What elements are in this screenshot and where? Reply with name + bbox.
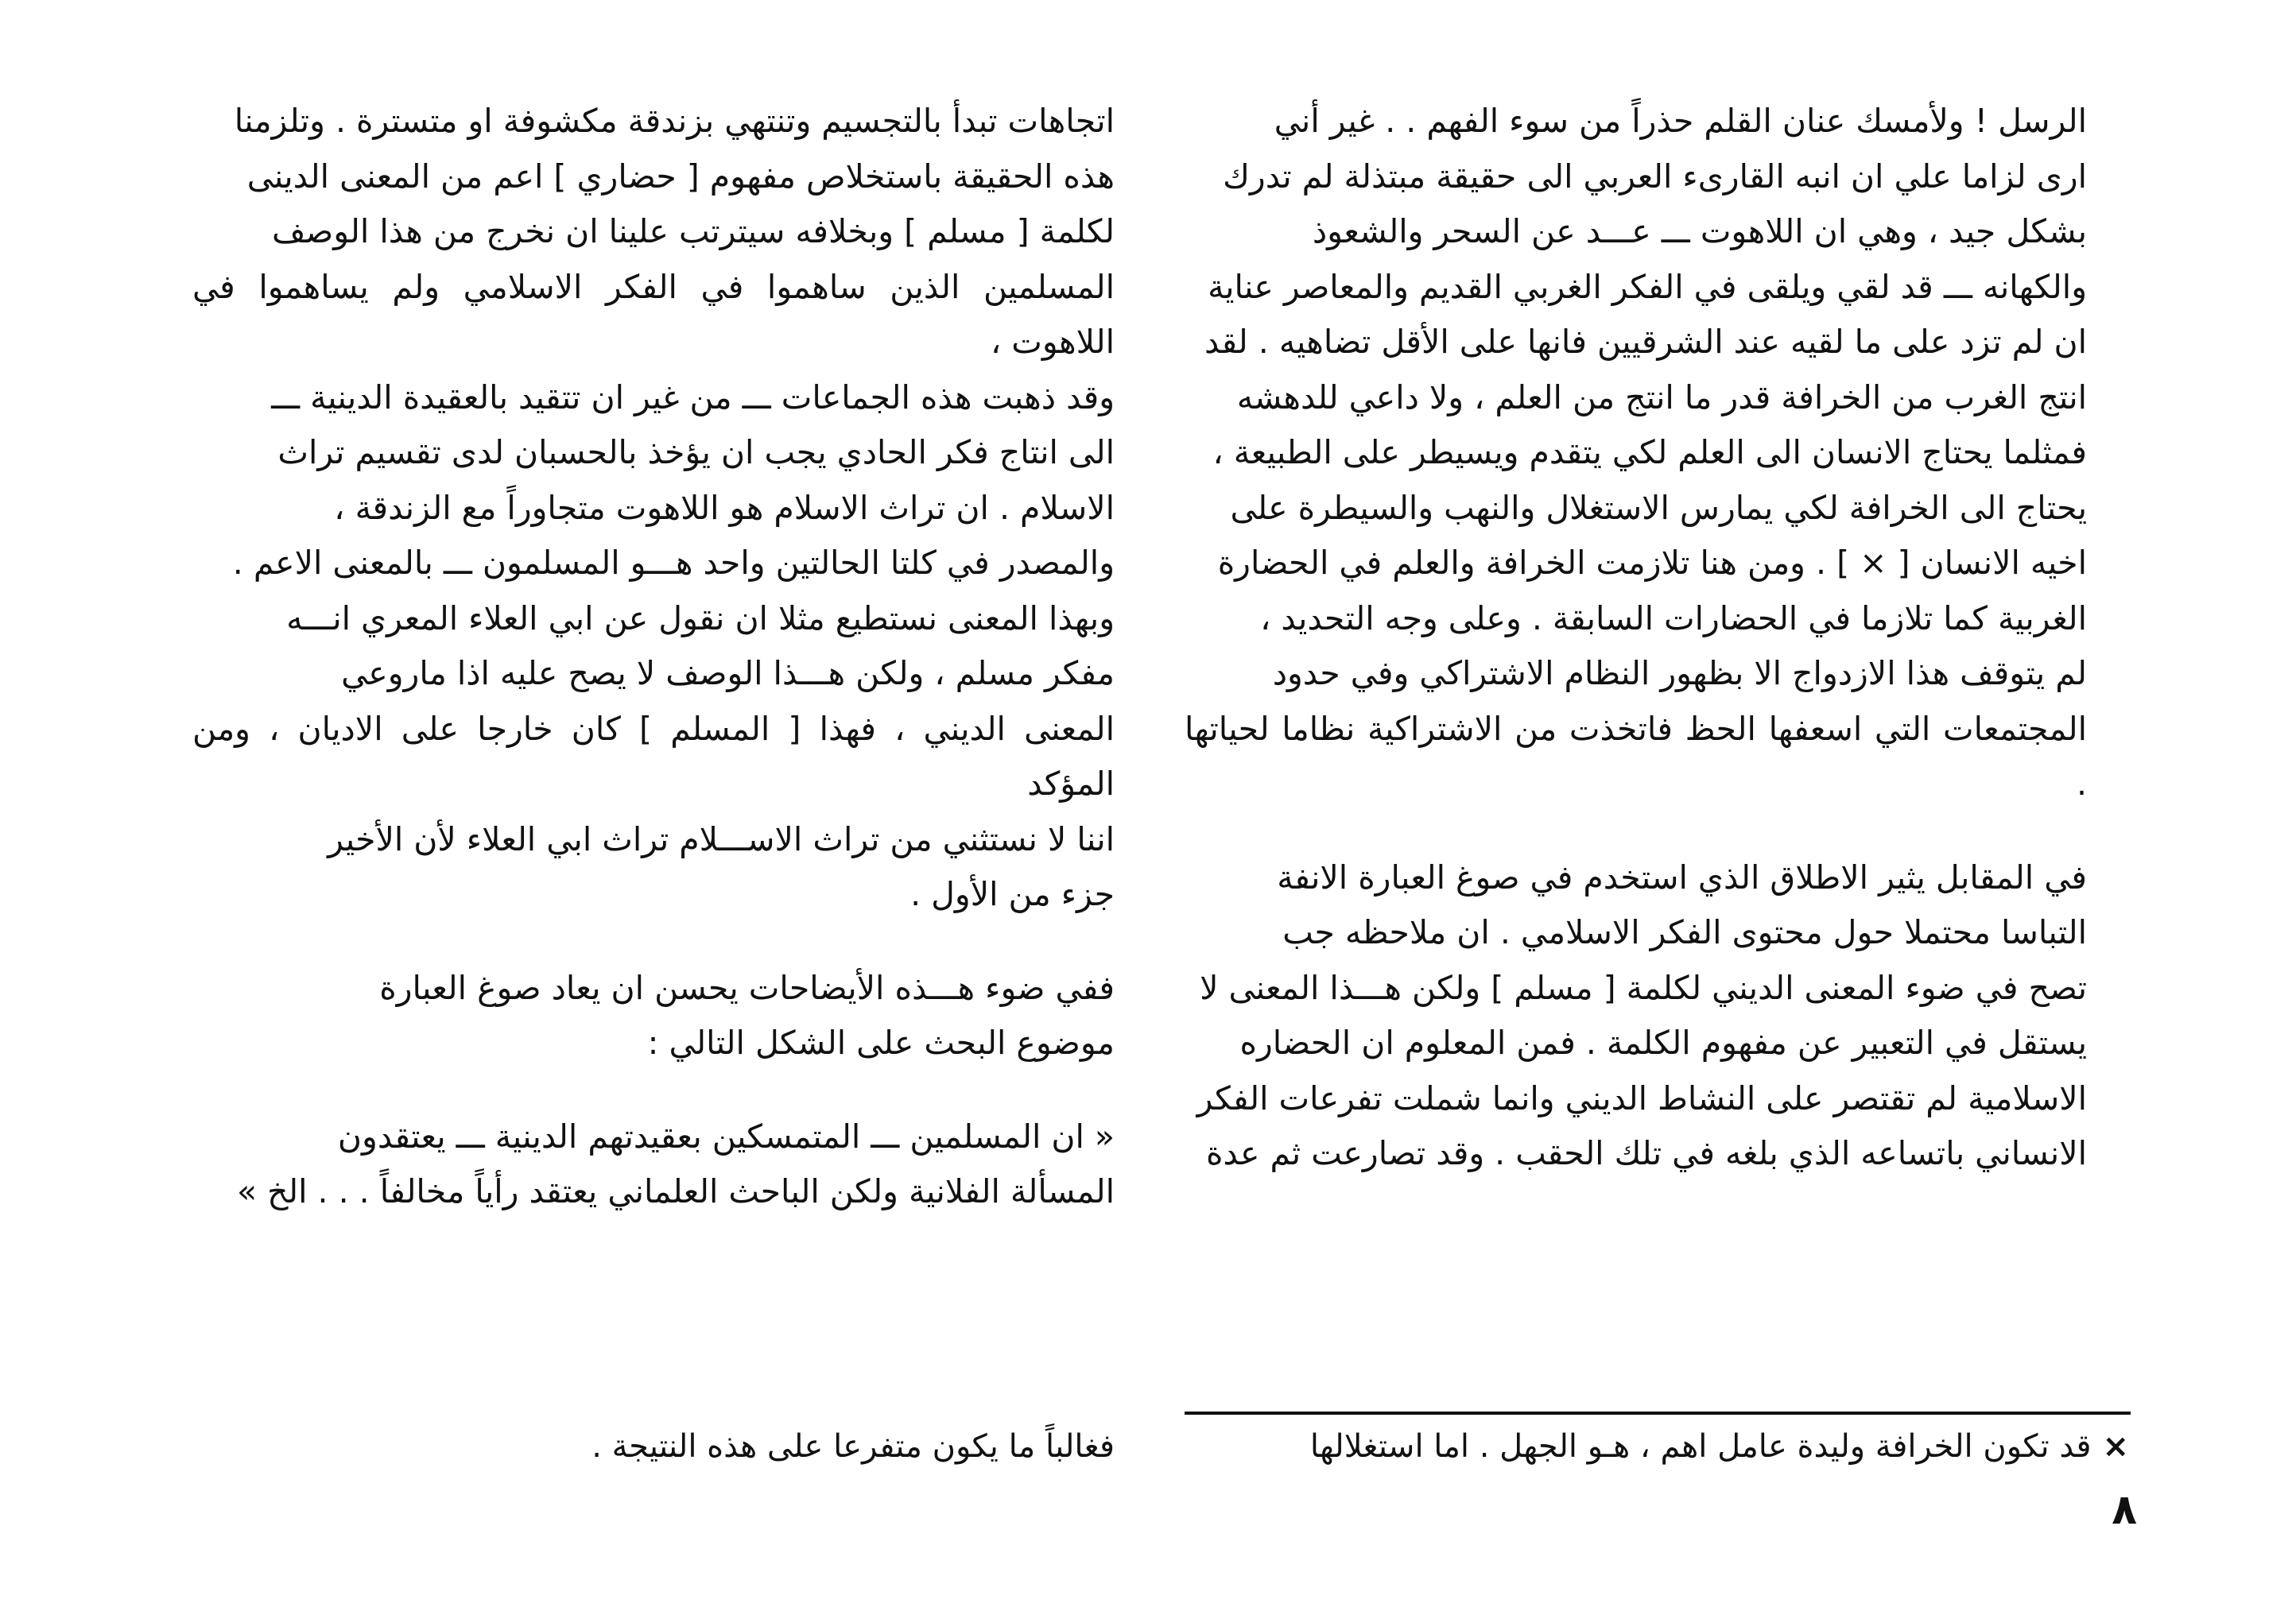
left-paragraph-3-quote: « ان المسلمين ـــ المتمسكين بعقيدتهم الدينية ـــ يعتقدون المسألة الفلانية ولكن الباحث العلماني يعتقد رأياً مخالفاً . . . الخ »: [237, 1117, 1115, 1210]
footnote-divider: [1185, 1412, 2131, 1415]
footnote-marker: ×: [2102, 1428, 2129, 1465]
left-column: [192, 94, 1115, 1220]
right-column: [1185, 94, 2087, 1182]
left-paragraph-1: اتجاهات تبدأ بالتجسيم وتنتهي بزندقة مكشوفة او متسترة . وتلزمنا هذه الحقيقة باستخلاص مفهوم [ حضاري ] اعم من المعنى الدينى لكلمة [ مسلم ] وبخلافه سيترتب علينا ان نخرج من هذا الوصف المسلمين الذين ساهموا في الفكر الاسلامي ولم يساهموا في اللاهوت ، وقد ذهبت هذه الجماعات ـــ من غير ان تتقيد بالعقيدة الدينية ـــ الى انتاج فكر الحادي يجب ان يؤخذ بالحسبان لدى تقسيم تراث الاسلام . ان تراث الاسلام هو اللاهوت متجاوراً مع الزندقة ، والمصدر في كلتا الحالتين واحد هـــو المسلمون ـــ بالمعنى الاعم . وبهذا المعنى نستطيع مثلا ان نقول عن ابي العلاء المعري انـــه مفكر مسلم ، ولكن هـــذا الوصف لا يصح عليه اذا ماروعي المعنى الديني ، فهذا [ المسلم ] كان خارجا على الاديان ، ومن المؤكد اننا لا نستثني من تراث الاســـلام تراث ابي العلاء لأن الأخير جزء من الأول .: [192, 102, 1115, 913]
right-paragraph-2: في المقابل يثير الاطلاق الذي استخدم في صوغ العبارة الانفة التباسا محتملا حول محتوى الفكر الاسلامي . ان ملاحظه جب تصح في ضوء المعنى الديني لكلمة [ مسلم ] ولكن هـــذا المعنى لا يستقل في التعبير عن مفهوم الكلمة . فمن المعلوم ان الحضاره الاسلامية لم تقتصر على النشاط الديني وانما شملت تفرعات الفكر الانساني باتساعه الذي بلغه في تلك الحقب . وقد تصارعت ثم عدة: [1196, 858, 2087, 1172]
footnote-right-text: قد تكون الخرافة وليدة عامل اهم ، هـو الجهل . اما استغلالها: [1309, 1428, 2092, 1465]
right-paragraph-1: الرسل ! ولأمسك عنان القلم حذراً من سوء الفهم . . غير أني ارى لزاما علي ان انبه القارىء العربي الى حقيقة مبتذلة لم تدرك بشكل جيد ، وهي ان اللاهوت ـــ عـــد عن السحر والشعوذ والكهانه ـــ قد لقي ويلقى في الفكر الغربي القديم والمعاصر عناية ان لم تزد على ما لقيه عند الشرقيين فانها على الأقل تضاهيه . لقد انتج الغرب من الخرافة قدر ما انتج من العلم ، ولا داعي للدهشه فمثلما يحتاج الانسان الى العلم لكي يتقدم ويسيطر على الطبيعة ، يحتاج الى الخرافة لكي يمارس الاستغلال والنهب والسيطرة على اخيه الانسان [ × ] . ومن هنا تلازمت الخرافة والعلم في الحضارة الغربية كما تلازما في الحضارات السابقة . وعلى وجه التحديد ، لم يتوقف هذا الازدواج الا بظهور النظام الاشتراكي وفي حدود المجتمعات التي اسعفها الحظ فاتخذت من الاشتراكية نظاما لحياتها .: [1185, 102, 2087, 803]
paragraph-gap: [1185, 812, 2087, 850]
page-number: ٨: [2112, 1486, 2137, 1534]
footnote-left: [192, 1423, 1115, 1470]
footnote-left-text: فغالباً ما يكون متفرعا على هذه النتيجة .: [591, 1428, 1115, 1465]
left-paragraph-2: ففي ضوء هـــذه الأيضاحات يحسن ان يعاد صوغ العبارة موضوع البحث على الشكل التالي :: [379, 968, 1115, 1062]
paragraph-gap: [192, 923, 1115, 961]
footnote-right: [1191, 1423, 2129, 1470]
paragraph-gap: [192, 1071, 1115, 1110]
